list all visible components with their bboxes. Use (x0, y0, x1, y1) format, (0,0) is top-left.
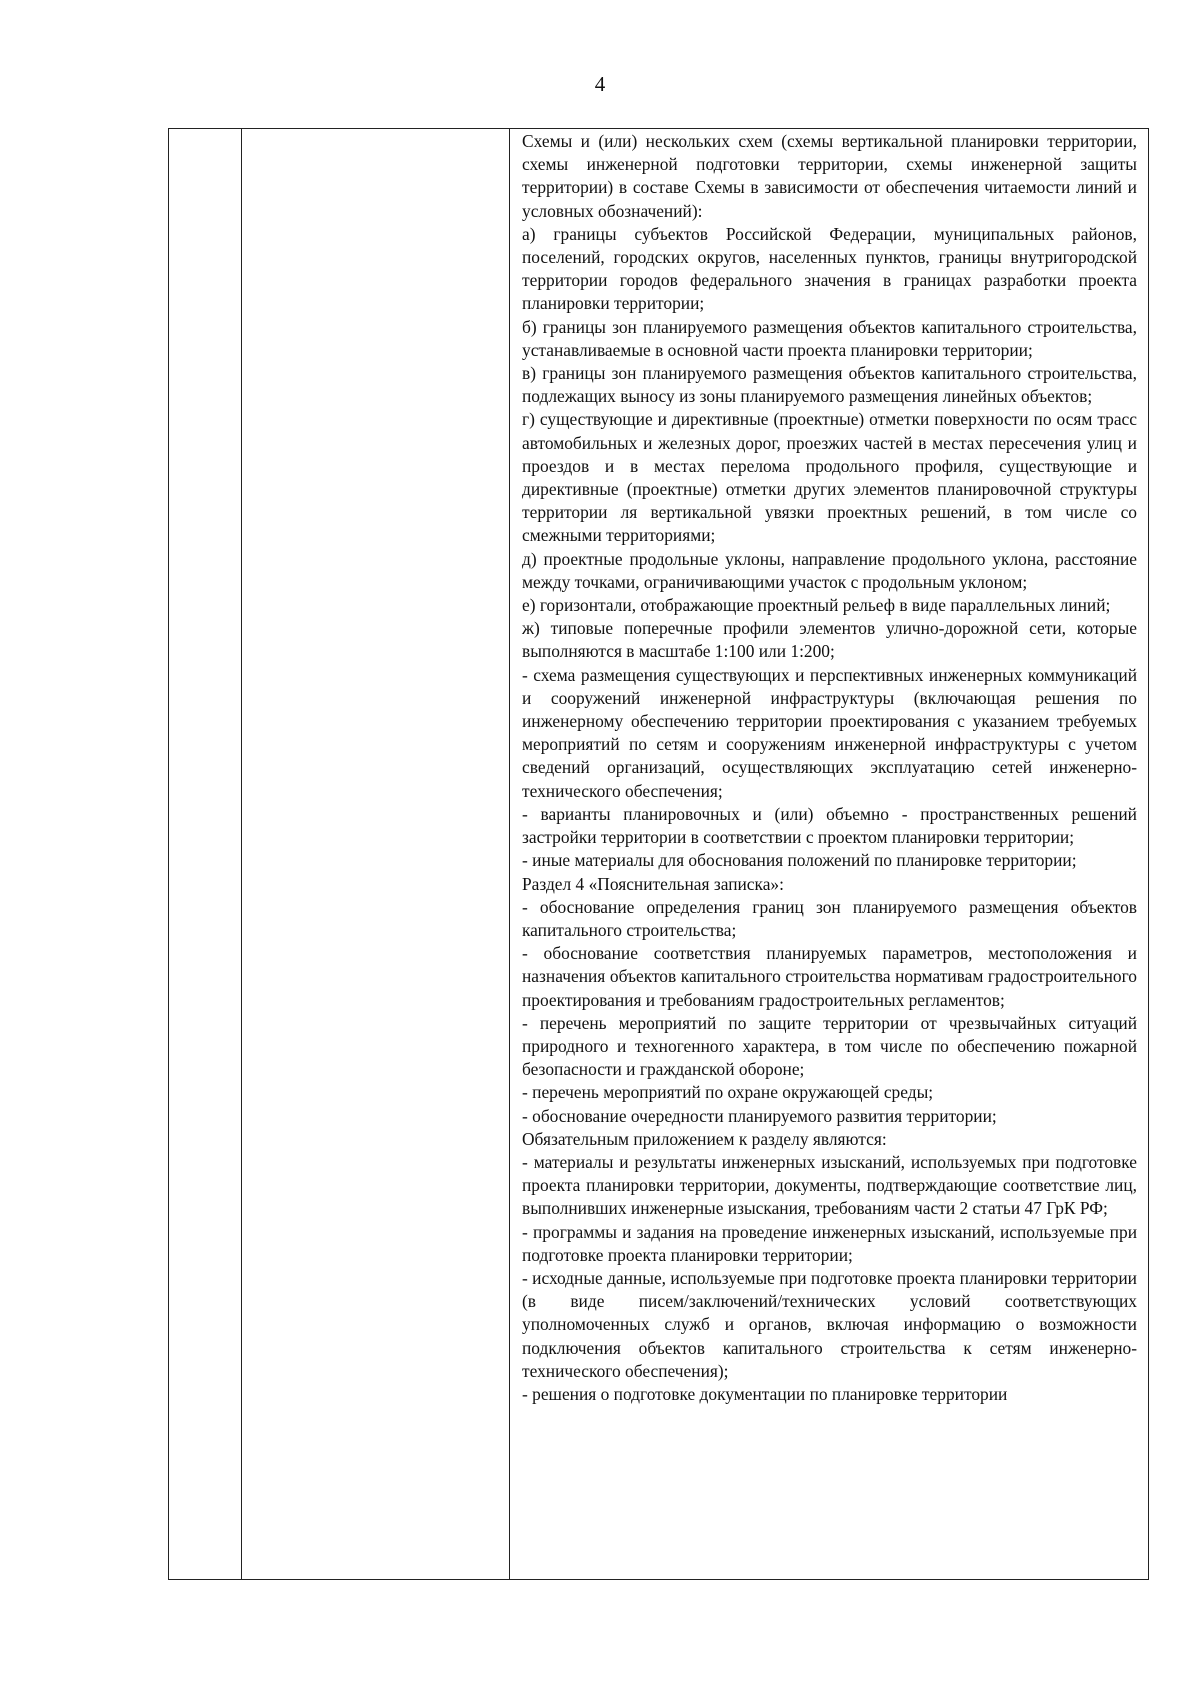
table-cell-content (510, 129, 1149, 1580)
list-item: - обоснование соответствия планируемых параметров, местоположения и назначения объектов капитального строительства нормативам градостроительного проектирования и требованиям градостроительных регламентов; (522, 943, 1137, 1010)
appendix-heading: Обязательным приложением к разделу являются: (522, 1128, 887, 1149)
paragraph-intro: Схемы и (или) нескольких схем (схемы вертикальной планировки территории, схемы инженерной подготовки территории, схемы инженерной защиты территории) в составе Схемы в зависимости от обеспечения читаемости линий и условных обозначений): (522, 131, 1137, 221)
cell-number-text (169, 129, 241, 1579)
list-item: - материалы и результаты инженерных изысканий, используемых при подготовке проекта планировки территории, документы, подтверждающие соответствие лиц, выполнивших инженерные изыскания, требованиям части 2 статьи 47 ГрК РФ; (522, 1151, 1137, 1219)
list-item: - обоснование определения границ зон планируемого размещения объектов капитального строительства; (522, 896, 1137, 940)
page-number: 4 (594, 72, 606, 96)
list-item: - иные материалы для обоснования положений по планировке территории; (522, 850, 1077, 871)
list-item: ж) типовые поперечные профили элементов улично-дорожной сети, которые выполняются в масштабе 1:100 или 1:200; (522, 618, 1137, 662)
cell-content-text (510, 129, 1148, 1579)
list-item: - обоснование очередности планируемого развития территории; (522, 1105, 997, 1126)
requirements-table (168, 128, 1149, 1580)
list-item: - программы и задания на проведение инженерных изысканий, используемые при подготовке проекта планировки территории; (522, 1221, 1137, 1265)
list-item: е) горизонтали, отображающие проектный рельеф в виде параллельных линий; (522, 595, 1111, 616)
list-item: - исходные данные, используемые при подготовке проекта планировки территории (в виде писем/заключений/технических условий соответствующих уполномоченных служб и органов, включая информацию о возможности подключения объектов капитального строительства к сетям инженерно-технического обеспечения); (522, 1267, 1137, 1381)
list-item: д) проектные продольные уклоны, направление продольного уклона, расстояние между точками, ограничивающими участок с продольным уклоном; (522, 548, 1137, 592)
cell-title-text (242, 129, 509, 1579)
table-row (169, 129, 1149, 1580)
list-item: - перечень мероприятий по защите территории от чрезвычайных ситуаций природного и техногенного характера, в том числе по обеспечению пожарной безопасности и гражданской обороне; (522, 1012, 1137, 1080)
list-item: - перечень мероприятий по охране окружающей среды; (522, 1082, 934, 1103)
section-heading: Раздел 4 «Пояснительная записка»: (522, 873, 784, 894)
table-cell-number (169, 129, 242, 1580)
list-item: - варианты планировочных и (или) объемно - пространственных решений застройки территории в соответствии с проектом планировки территории; (522, 803, 1137, 848)
list-item: в) границы зон планируемого размещения объектов капитального строительства, подлежащих выносу из зоны планируемого размещения линейных объектов; (522, 363, 1137, 407)
list-item: - схема размещения существующих и перспективных инженерных коммуникаций и сооружений инженерной инфраструктуры (включающая решения по инженерному обеспечению территории проектирования с указанием требуемых мероприятий по сетям и сооружениям инженерной инфраструктуры с учетом сведений организаций, осуществляющих эксплуатацию сетей инженерно-технического обеспечения; (522, 664, 1137, 801)
list-item: б) границы зон планируемого размещения объектов капитального строительства, устанавливаемые в основной части проекта планировки территории; (522, 316, 1137, 360)
list-item: - решения о подготовке документации по планировке территории (522, 1383, 1008, 1404)
list-item: а) границы субъектов Российской Федерации, муниципальных районов, поселений, городских округов, населенных пунктов, границы внутригородской территории городов федерального значения в границах разработки проекта планировки территории; (522, 223, 1137, 314)
table-cell-title (242, 129, 510, 1580)
list-item: г) существующие и директивные (проектные) отметки поверхности по осям трасс автомобильных и железных дорог, проезжих частей в местах пересечения улиц и проездов и в местах перелома продольного профиля, существующие и директивные (проектные) отметки других элементов планировочной структуры территории ля вертикальной увязки проектных решений, в том числе со смежными территориями; (522, 409, 1137, 546)
